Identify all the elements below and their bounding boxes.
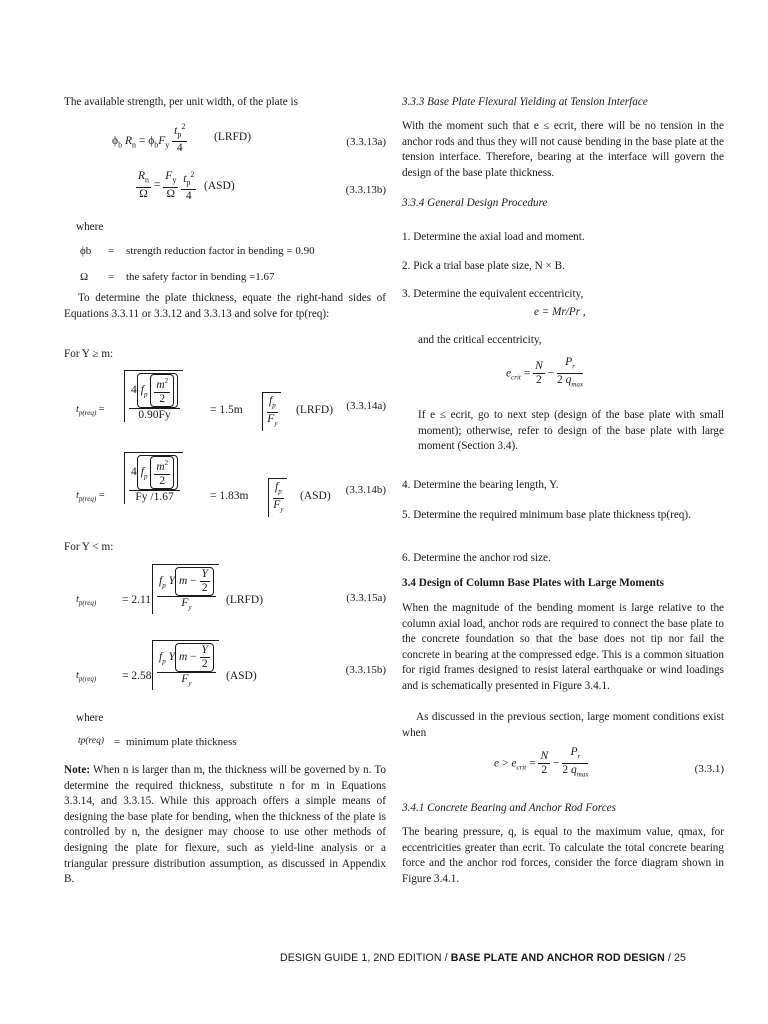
equation-lhs: $t_{p(req)}$ = <box>76 490 105 504</box>
def-equals: = <box>108 245 115 257</box>
equation-eccentricity: e = Mr/Pr , <box>534 306 586 318</box>
def-symbol-phi: ϕb <box>80 245 92 257</box>
equation-radical: 4 $f_p$ $\frac{m^2}{2}$ 0.90Fy <box>124 370 183 422</box>
critical-intro: and the critical eccentricity, <box>418 334 542 346</box>
paragraph-3-4-a: When the magnitude of the bending moment is large relative to the column axial load, anchor rods are required to connect the base plate to the concrete foundation so that the base does not tip nor fail the concrete in bearing at the compressed edge. This is a common situation for rigid frames designed to resist lateral earthquake or wind loadings and is schematically presented in Figure 3.4.1. <box>402 602 724 692</box>
equation-3-3-13b <box>64 168 386 208</box>
heading-3-3-3: 3.3.3 Base Plate Flexural Yielding at Tension Interface <box>402 96 648 108</box>
equation-radical: $f_p$ Y m − $\frac{Y}{2}$ $F_y$ <box>152 564 219 614</box>
def-text-omega: the safety factor in bending =1.67 <box>126 271 275 283</box>
def-symbol-omega: Ω <box>80 271 89 283</box>
paragraph-3-4-b: As discussed in the previous section, large moment conditions exist when <box>402 711 724 739</box>
equation-3-3-13a <box>64 118 386 158</box>
heading-3-4: 3.4 Design of Column Base Plates with Large Moments <box>402 577 664 589</box>
note-text: When n is larger than m, the thickness will be governed by n. To determine the required thickness, substitute n for m in Equations 3.3.14, and 3.3.15. While this approach offers a simple means of designing the base plate for bending, when the thickness of the plate is controlled by n, the designer may choose to use other methods of designing the plate for flexure, such as yield-line analysis or a triangular pressure distribution assumption, as discussed in Appendix B. <box>64 764 386 886</box>
intro-text: The available strength, per unit width, of the plate is <box>64 96 298 108</box>
for-y-ge-m-label: For Y ≥ m: <box>64 348 114 360</box>
for-y-lt-m-label: For Y < m: <box>64 541 114 553</box>
step-5: 5. Determine the required minimum base plate thickness tp(req). <box>402 509 691 522</box>
equation-3-3-14b <box>64 452 386 522</box>
note-label: Note: <box>64 764 91 776</box>
where-label: where <box>76 221 104 233</box>
equation-coefficient: = 2.58 <box>122 670 152 682</box>
equation-body: $\phi_b$ $R_n = \phi_bF_y$ $\frac{t_p^2}{4}$ <box>112 122 186 155</box>
def-equals: = <box>108 271 115 283</box>
equation-lhs: $t_{p(req)}$ = <box>76 404 105 418</box>
heading-3-4-1: 3.4.1 Concrete Bearing and Anchor Rod Forces <box>402 802 616 814</box>
equation-radical: $f_p$ Y m − $\frac{Y}{2}$ $F_y$ <box>152 640 219 690</box>
equation-3-3-14a <box>64 370 386 440</box>
equation-tag: (ASD) <box>204 180 235 192</box>
equation-3-3-15b <box>64 638 386 700</box>
equation-3-3-15a <box>64 562 386 624</box>
equation-coefficient: = 1.83m <box>210 490 249 502</box>
equation-tag: (ASD) <box>226 670 257 682</box>
equation-number: (3.3.1) <box>694 763 724 775</box>
footer-prefix: DESIGN GUIDE 1, 2ND EDITION / <box>280 952 448 964</box>
equation-ecrit: $e_{crit}$ = $\frac{N}{2}$ − $\frac{P_r}{2 q_{max}}$ <box>506 356 584 389</box>
equation-radical-small: $\frac{f_p}{F_y}$ <box>268 478 287 517</box>
paragraph-3-3-3: With the moment such that e ≤ ecrit, there will be no tension in the anchor rods and thus they will not cause bending in the base plate at the tension interface. Therefore, bearing at the interface will govern the design of the base plate thickness. <box>402 120 724 179</box>
footer-page-number: / 25 <box>667 952 686 964</box>
equation-number: (3.3.13b) <box>345 184 386 196</box>
step-1: 1. Determine the axial load and moment. <box>402 231 585 244</box>
equation-tag: (LRFD) <box>214 131 252 143</box>
equation-lhs: $t_{p(req)}$ <box>76 670 97 684</box>
equation-number: (3.3.14b) <box>345 484 386 496</box>
equation-body: $\frac{R_n}{\Omega}$ = $\frac{F_y}{\Omega}$ $\frac{t_p^2}{4}$ <box>138 170 195 203</box>
equation-3-3-1 <box>402 746 724 786</box>
equation-tag: (ASD) <box>300 490 331 502</box>
note-paragraph <box>64 763 386 888</box>
step-3: 3. Determine the equivalent eccentricity, <box>402 288 584 301</box>
equate-paragraph: To determine the plate thickness, equate the right-hand sides of Equations 3.3.11 or 3.3.12 and 3.3.13 and solve for tp(req): <box>64 292 386 320</box>
step-4: 4. Determine the bearing length, Y. <box>402 479 559 492</box>
def-symbol-tp: tp(req) <box>78 736 105 746</box>
step-6: 6. Determine the anchor rod size. <box>402 552 551 565</box>
equation-number: (3.3.15b) <box>345 664 386 676</box>
equation-radical: 4 $f_p$ $\frac{m^2}{2}$ Fy /1.67 <box>124 452 183 504</box>
equation-number: (3.3.15a) <box>346 592 386 604</box>
equation-number: (3.3.13a) <box>346 136 386 148</box>
left-column <box>64 0 386 1024</box>
where-label: where <box>76 712 104 724</box>
equation-tag: (LRFD) <box>226 594 264 606</box>
equation-radical-small: $\frac{f_p}{F_y}$ <box>262 392 281 431</box>
paragraph-if: If e ≤ ecrit, go to next step (design of the base plate with small moment); otherwise, refer to design of the base plate with large moment (Section 3.4). <box>418 409 724 453</box>
step-2: 2. Pick a trial base plate size, N × B. <box>402 260 565 273</box>
equation-lhs: $t_{p(req)}$ <box>76 594 97 608</box>
def-text-phi: strength reduction factor in bending = 0.90 <box>126 245 315 257</box>
def-equals: = <box>114 736 121 748</box>
def-text-tp: minimum plate thickness <box>126 736 237 748</box>
equation-number: (3.3.14a) <box>346 400 386 412</box>
heading-3-3-4: 3.3.4 General Design Procedure <box>402 197 548 209</box>
equation-coefficient: = 1.5m <box>210 404 243 416</box>
equation-body: $e > e_{crit}$ = $\frac{N}{2}$ − $\frac{P_r}{2 q_{max}}$ <box>494 746 589 779</box>
footer-title: BASE PLATE AND ANCHOR ROD DESIGN <box>450 952 665 964</box>
equation-coefficient: = 2.11 <box>122 594 152 606</box>
right-column <box>402 0 724 1024</box>
equation-tag: (LRFD) <box>296 404 334 416</box>
paragraph-3-4-1: The bearing pressure, q, is equal to the maximum value, qmax, for eccentricities greater than ecrit. To calculate the total concrete bearing force and the anchor rod forces, consider the force diagram shown in Figure 3.4.1. <box>402 826 724 885</box>
page-footer <box>280 952 686 964</box>
